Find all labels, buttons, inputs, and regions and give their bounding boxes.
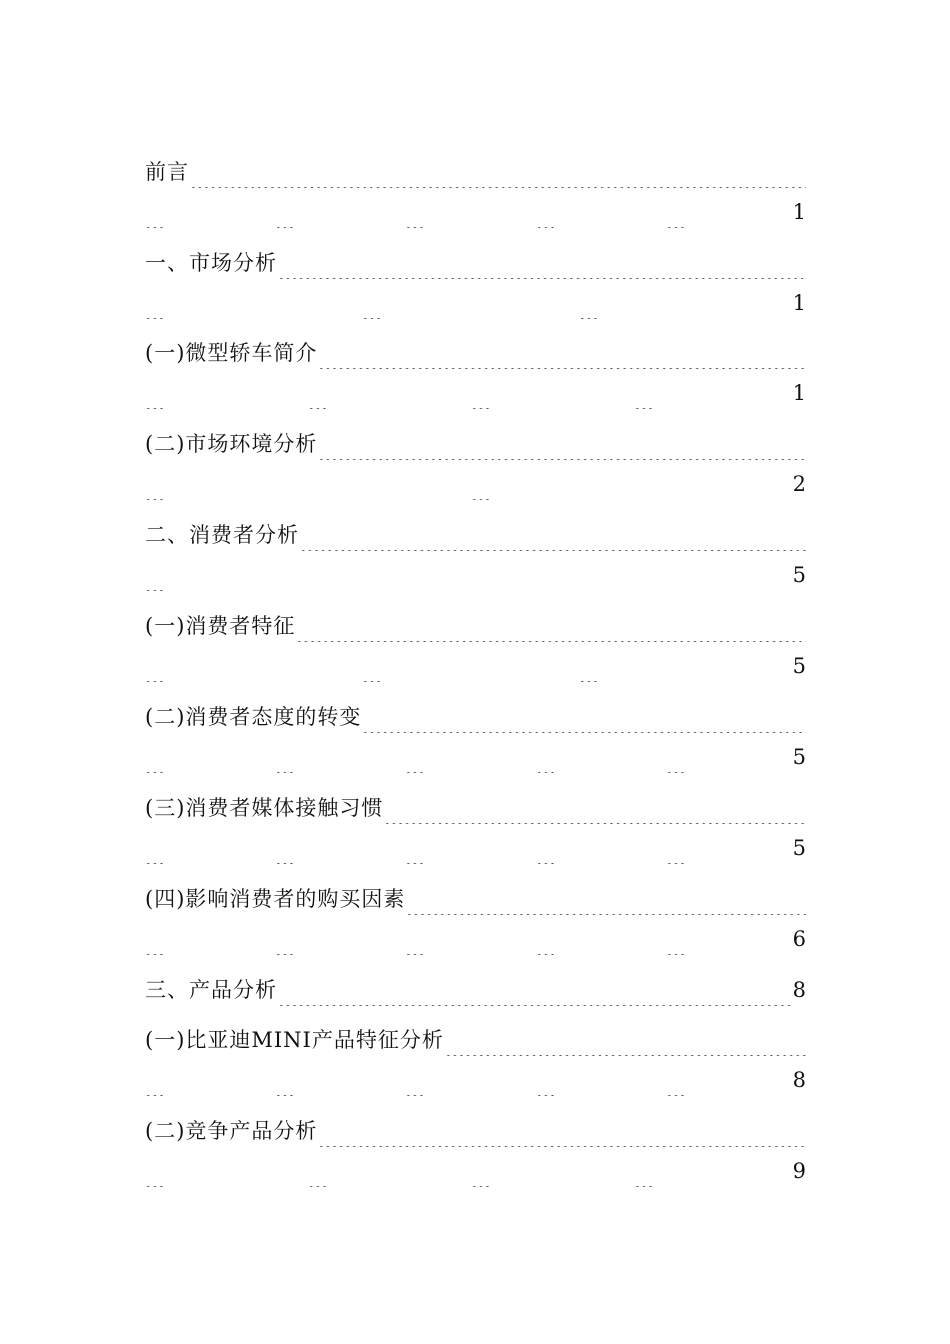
dot-leader (308, 377, 328, 409)
dot-leader (189, 156, 806, 188)
toc-entry-title-row[interactable] (145, 792, 806, 824)
toc-entry-continuation-row (145, 741, 806, 773)
toc-entry-page-number: 6 (792, 927, 806, 951)
toc-entry-continuation-row (145, 196, 806, 228)
dot-leader (634, 1155, 654, 1187)
toc-entry-title: (一)微型轿车简介 (145, 341, 318, 365)
toc-entry-page-number: 2 (792, 472, 806, 496)
dot-leader (471, 1155, 491, 1187)
dot-leader (444, 1024, 806, 1056)
toc-entry-title: (一)比亚迪MINI产品特征分析 (145, 1028, 444, 1052)
dot-leader (317, 1115, 806, 1147)
toc-entry-page-number: 1 (792, 381, 806, 405)
dot-leader (145, 923, 165, 955)
toc-entry-title-row[interactable] (145, 247, 806, 279)
dot-leader (405, 196, 425, 228)
toc-entry-title: (四)影响消费者的购买因素 (145, 887, 406, 911)
dot-leader (145, 1155, 165, 1187)
dot-leader (362, 287, 382, 319)
dot-leader (666, 1064, 686, 1096)
dot-leader (536, 923, 556, 955)
dot-leader (471, 468, 491, 500)
dot-leader (275, 196, 295, 228)
toc-entry-continuation-row (145, 377, 806, 409)
dot-leader (666, 196, 686, 228)
dot-leader (362, 650, 382, 682)
dot-leader (145, 468, 165, 500)
dot-leader (275, 923, 295, 955)
toc-entry-title: (二)消费者态度的转变 (145, 705, 362, 729)
toc-entry-continuation-row (145, 559, 806, 591)
dot-leader (361, 701, 806, 733)
toc-entry-page-number: 5 (792, 654, 806, 678)
toc-entry-continuation-row (145, 287, 806, 319)
toc-entry-title: 三、产品分析 (145, 978, 277, 1002)
toc-entry-continuation-row (145, 1155, 806, 1187)
toc-entry-title: (三)消费者媒体接触习惯 (145, 796, 384, 820)
dot-leader (536, 196, 556, 228)
toc-entry-page-number: 5 (792, 745, 806, 769)
toc-entry-continuation-row (145, 650, 806, 682)
dot-leader (405, 832, 425, 864)
toc-entry-title-row[interactable] (145, 701, 806, 733)
dot-leader (275, 1064, 295, 1096)
dot-leader (579, 287, 599, 319)
toc-entry-title: (一)消费者特征 (145, 614, 296, 638)
dot-leader (145, 832, 165, 864)
dot-leader (145, 650, 165, 682)
dot-leader (275, 832, 295, 864)
toc-entry-title-row[interactable] (145, 519, 806, 551)
dot-leader (666, 923, 686, 955)
toc-entry-title: (二)市场环境分析 (145, 432, 318, 456)
dot-leader (277, 247, 806, 279)
dot-leader (145, 741, 165, 773)
toc-entry-title-row[interactable] (145, 974, 806, 1006)
dot-leader (317, 337, 806, 369)
dot-leader (579, 650, 599, 682)
toc-entry-page-number: 5 (792, 563, 806, 587)
dot-leader (536, 832, 556, 864)
dot-leader (145, 1064, 165, 1096)
dot-leader (666, 741, 686, 773)
dot-leader (317, 428, 806, 460)
dot-leader (666, 832, 686, 864)
toc-entry-continuation-row (145, 468, 806, 500)
toc-entry-page-number: 8 (792, 978, 806, 1002)
toc-entry-title-row[interactable] (145, 883, 806, 915)
toc-entry-continuation-row (145, 832, 806, 864)
toc-entry-title: (二)竞争产品分析 (145, 1119, 318, 1143)
toc-entry-title-row[interactable] (145, 156, 806, 188)
toc-entry-page-number: 9 (792, 1159, 806, 1183)
dot-leader (405, 741, 425, 773)
toc-entry-title: 二、消费者分析 (145, 523, 299, 547)
dot-leader (145, 559, 165, 591)
dot-leader (405, 883, 806, 915)
dot-leader (145, 377, 165, 409)
toc-entry-title-row[interactable] (145, 1024, 806, 1056)
dot-leader (145, 287, 165, 319)
toc-entry-title-row[interactable] (145, 1115, 806, 1147)
dot-leader (634, 377, 654, 409)
dot-leader (295, 610, 806, 642)
dot-leader (536, 1064, 556, 1096)
dot-leader (275, 741, 295, 773)
dot-leader (471, 377, 491, 409)
dot-leader (383, 792, 806, 824)
dot-leader (145, 196, 165, 228)
toc-entry-page-number: 1 (792, 291, 806, 315)
toc-entry-page-number: 1 (792, 200, 806, 224)
toc-entry-page-number: 8 (792, 1068, 806, 1092)
toc-entry-title-row[interactable] (145, 610, 806, 642)
toc-entry-title-row[interactable] (145, 337, 806, 369)
dot-leader (405, 923, 425, 955)
toc-entry-continuation-row (145, 923, 806, 955)
toc-entry-page-number: 5 (792, 836, 806, 860)
dot-leader (299, 519, 806, 551)
dot-leader (536, 741, 556, 773)
dot-leader (405, 1064, 425, 1096)
toc-entry-title: 前言 (145, 160, 189, 184)
toc-entry-continuation-row (145, 1064, 806, 1096)
dot-leader (308, 1155, 328, 1187)
toc-entry-title-row[interactable] (145, 428, 806, 460)
dot-leader (277, 974, 792, 1006)
toc-entry-title: 一、市场分析 (145, 251, 277, 275)
